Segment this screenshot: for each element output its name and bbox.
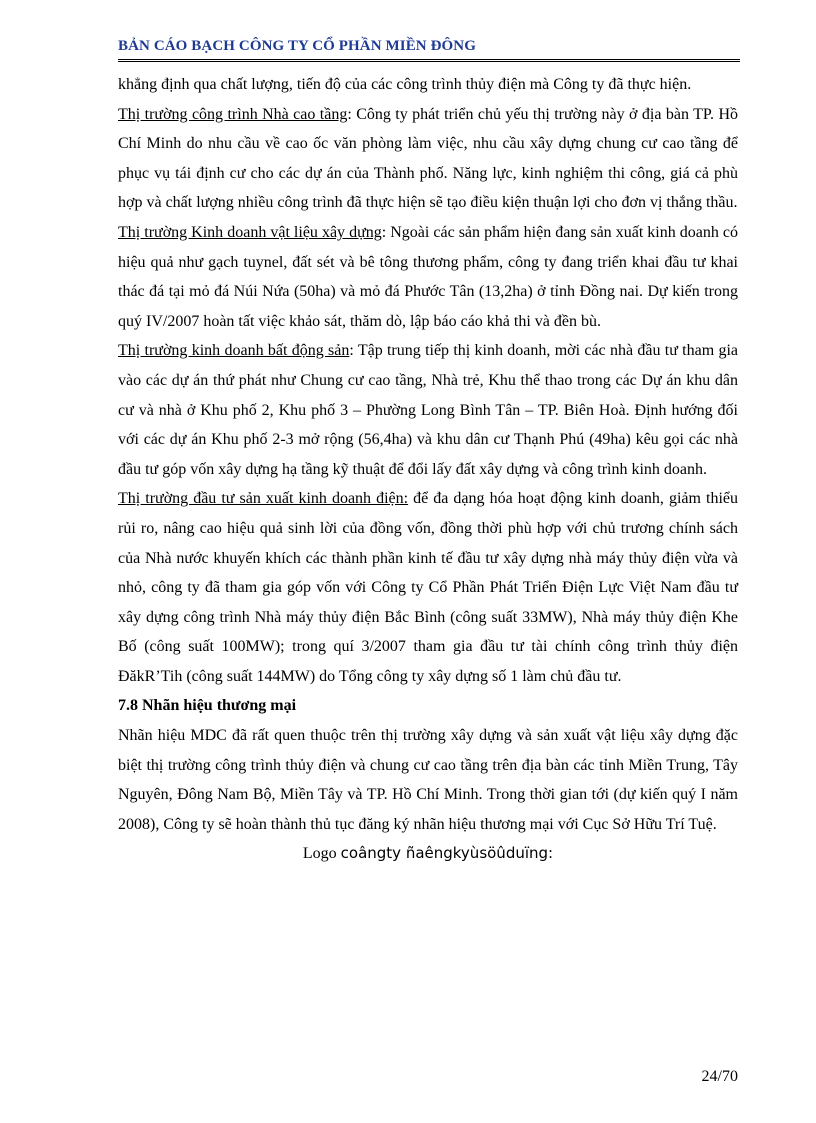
heading-building-materials: Thị trường Kinh doanh vật liệu xây dựng: [118, 223, 382, 241]
document-body: [118, 70, 738, 869]
document-title: BẢN CÁO BẠCH CÔNG TY CỔ PHẦN MIỀN ĐÔNG: [118, 38, 476, 54]
paragraph-power: [118, 484, 738, 691]
paragraph-real-estate: [118, 336, 738, 484]
paragraph-building-materials: [118, 218, 738, 336]
heading-power: Thị trường đầu tư sản xuất kinh doanh điện:: [118, 490, 409, 508]
page-number: 24/70: [701, 1068, 738, 1085]
paragraph-intro: khẳng định qua chất lượng, tiến độ của các công trình thủy điện mà Công ty đã thực hiện.: [118, 76, 692, 93]
paragraph-high-rise: [118, 100, 738, 218]
heading-real-estate: Thị trường kinh doanh bất động sản: [118, 342, 350, 360]
logo-caption-prefix: Logo: [302, 845, 341, 863]
logo-caption-text: coângty ñaêngkyùsöûduïng:: [340, 844, 554, 863]
section-heading-trademark: 7.8 Nhãn hiệu thương mại: [118, 697, 297, 715]
text-high-rise: : Công ty phát triển chủ yếu thị trường này ở địa bàn TP. Hồ Chí Minh do nhu cầu về cao ốc văn phòng làm việc, nhu cầu xây dựng chung cư cao tầng để phục vụ tái định cư cho các dự án của Thành phố. Năng lực, kinh nghiệm thi công, giá cả phù hợp và chất lượng nhiều công trình đã thực hiện sẽ tạo điều kiện thuận lợi cho đơn vị thắng thầu.: [118, 105, 738, 212]
text-power: để đa dạng hóa hoạt động kinh doanh, giảm thiểu rủi ro, nâng cao hiệu quả sinh lời của đồng vốn, đồng thời phù hợp với chủ trương chính sách của Nhà nước khuyến khích các thành phần kinh tế đầu tư xây dựng nhà máy thủy điện vừa và nhỏ, công ty đã tham gia góp vốn với Công ty Cổ Phần Phát Triển Điện Lực Việt Nam đầu tư xây dựng công trình Nhà máy thủy điện Bắc Bình (công suất 33MW), Nhà máy thủy điện Khe Bố (công suất 100MW); trong quí 3/2007 tham gia đầu tư tài chính công trình thủy điện ĐăkR’Tih (công suất 144MW) do Tổng công ty xây dựng số 1 làm chủ đầu tư.: [118, 490, 738, 685]
paragraph-trademark: Nhãn hiệu MDC đã rất quen thuộc trên thị trường xây dựng và sản xuất vật liệu xây dựng đặc biệt thị trường công trình thủy điện và chung cư cao tầng trên địa bàn các tỉnh Miền Trung, Tây Nguyên, Đông Nam Bộ, Miền Tây và TP. Hồ Chí Minh. Trong thời gian tới (dự kiến quý I năm 2008), Công ty sẽ hoàn thành thủ tục đăng ký nhãn hiệu thương mại với Cục Sở Hữu Trí Tuệ.: [118, 727, 738, 833]
text-real-estate: : Tập trung tiếp thị kinh doanh, mời các nhà đầu tư tham gia vào các dự án thứ phát như Chung cư cao tầng, Nhà trẻ, Khu thể thao trong các Dự án khu dân cư và nhà ở Khu phố 2, Khu phố 3 – Phường Long Bình Tân – TP. Biên Hoà. Định hướng đối với các dự án Khu phố 2-3 mở rộng (56,4ha) và khu dân cư Thạnh Phú (49ha) kêu gọi các nhà đầu tư góp vốn xây dựng hạ tầng kỹ thuật để đổi lấy đất xây dựng và công trình kinh doanh.: [118, 342, 739, 478]
header-divider: [118, 59, 740, 62]
logo-caption: [118, 839, 738, 869]
text-building-materials: : Ngoài các sản phẩm hiện đang sản xuất kinh doanh có hiệu quả như gạch tuynel, đất sét và bê tông thương phẩm, công ty đang triển khai đầu tư khai thác đá tại mỏ đá Núi Nứa (50ha) và mỏ đá Phước Tân (13,2ha) ở tỉnh Đồng nai. Dự kiến trong quý IV/2007 hoàn tất việc khảo sát, thăm dò, lập báo cáo khả thi và đền bù.: [118, 223, 738, 330]
page-header: [118, 38, 740, 62]
heading-high-rise: Thị trường công trình Nhà cao tầng: [118, 105, 348, 123]
